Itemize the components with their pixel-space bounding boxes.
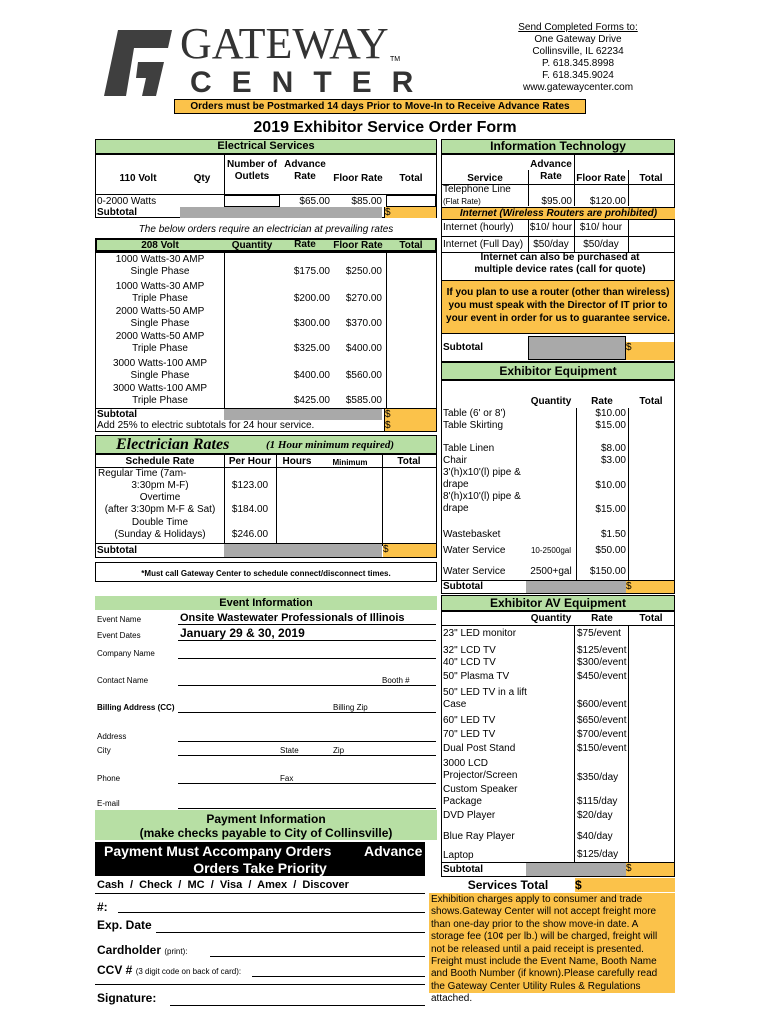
subtotal-total-field[interactable]: $: [383, 544, 436, 557]
internet-full-day-label: Internet (Full Day): [443, 239, 524, 250]
send-to-line: Collinsville, IL 62234: [532, 46, 624, 57]
wireless-prohibited-note: Internet (Wireless Routers are prohibited): [442, 207, 675, 220]
city-field[interactable]: [178, 743, 436, 756]
col-per-hour: Per Hour: [228, 456, 272, 467]
billing-zip-label: Billing Zip: [333, 703, 368, 712]
ccv-note: (3 digit code on back of card):: [135, 967, 242, 976]
payment-methods: Cash / Check / MC / Visa / Amex / Discover: [97, 879, 349, 891]
row-label: Single Phase: [130, 370, 190, 381]
equipment-item: Table Linen: [443, 443, 495, 454]
services-total-label: Services Total: [467, 878, 549, 892]
address-field[interactable]: [178, 729, 436, 742]
company-name-field[interactable]: [178, 646, 436, 659]
col-quantity: Quantity: [530, 613, 572, 624]
ccv-field[interactable]: [252, 962, 425, 977]
fax-label: Fax: [280, 774, 294, 783]
signature-field[interactable]: [170, 990, 425, 1006]
equipment-rate: $15.00: [595, 504, 626, 515]
regular-time-rate: $123.00: [231, 480, 269, 491]
checks-payable-note: (make checks payable to City of Collinsville): [139, 826, 393, 840]
card-number-label: #:: [97, 900, 108, 914]
electrician-rates-subtitle: (1 Hour minimum required): [266, 439, 395, 451]
av-item: 40" LCD TV: [443, 657, 496, 668]
event-name-label: Event Name: [97, 615, 142, 624]
cardholder-print: (print):: [164, 947, 188, 956]
row-label: 3000 Watts-100 AMP: [112, 383, 208, 394]
booth-label: Booth #: [382, 676, 410, 685]
send-to-line: P. 618.345.8998: [541, 58, 615, 69]
col-total: Total: [397, 456, 421, 467]
rate-advance: $200.00: [293, 293, 330, 304]
subtotal-label: Subtotal: [443, 342, 483, 353]
overtime-rate: $184.00: [231, 504, 269, 515]
av-rate: $115/day: [577, 796, 618, 807]
col-total: Total: [639, 173, 663, 184]
subtotal-total-field[interactable]: $: [626, 342, 674, 360]
input-box[interactable]: [386, 195, 436, 207]
col-total: Total: [639, 613, 663, 624]
router-notice: If you plan to use a router (other than wireless) you must speak with the Director of IT prior to your event in order for us to guarantee service.: [446, 287, 670, 324]
av-rate: $125/event: [577, 645, 627, 656]
col-floor-rate: Floor Rate: [576, 173, 626, 184]
overtime-label: (after 3:30pm M-F & Sat): [104, 504, 216, 515]
logo-tm: TM: [390, 56, 401, 63]
row-label: Single Phase: [130, 318, 190, 329]
subtotal-gray-bar: [526, 581, 626, 593]
card-number-field[interactable]: [118, 898, 425, 913]
col-qty: Qty: [193, 173, 211, 184]
col-110-volt: 110 Volt: [119, 173, 157, 184]
row-label: 1000 Watts-30 AMP: [115, 281, 205, 292]
rate-advance: $300.00: [293, 318, 330, 329]
rate-floor: $250.00: [345, 266, 382, 277]
double-time-label: (Sunday & Holidays): [114, 529, 206, 540]
av-rate: $450/event: [577, 671, 627, 682]
exp-date-field[interactable]: [156, 918, 425, 933]
equipment-rate: $15.00: [595, 420, 626, 431]
col-rate: Rate: [294, 239, 316, 250]
equipment-rate: $3.00: [600, 455, 626, 466]
av-item: Laptop: [443, 850, 474, 861]
col-advance-rate: Advance Rate: [530, 159, 572, 182]
row-label: 2000 Watts-50 AMP: [115, 331, 205, 342]
col-service: Service: [467, 173, 503, 184]
subtotal-total-field[interactable]: $: [626, 581, 674, 593]
contact-name-field[interactable]: [178, 673, 436, 686]
internet-full-floor: $50/day: [583, 239, 619, 250]
col-schedule-rate: Schedule Rate: [125, 456, 195, 467]
flat-rate-label: (Flat Rate): [443, 197, 481, 206]
row-label: 2000 Watts-50 AMP: [115, 306, 205, 317]
page-title: 2019 Exhibitor Service Order Form: [253, 119, 517, 136]
equipment-item: Table Skirting: [443, 420, 504, 431]
freight-disclaimer: Exhibition charges apply to consumer and trade shows.Gateway Center will not accept freight more than one-day prior to the show move-in date. A storage fee (10¢ per lb.) will be charged, freight will not be released until a paid receipt is presented. Freight must include the Event Name, Booth Name and Booth Number (if known).Please carefully read the Gateway Center Utility Rules & Regulations attached.: [429, 893, 675, 993]
col-hours: Hours: [282, 456, 312, 467]
av-rate: $350/day: [577, 772, 619, 783]
event-name-value: Onsite Wastewater Professionals of Illinois: [180, 612, 405, 624]
postmark-banner: Orders must be Postmarked 14 days Prior to Move-In to Receive Advance Rates: [174, 99, 586, 114]
equipment-item: Chair: [443, 455, 467, 466]
billing-address-label: Billing Address (CC): [97, 703, 175, 712]
av-rate: $125/day: [577, 849, 619, 860]
electrician-rates-title: Electrician Rates: [116, 436, 230, 453]
telephone-advance: $95.00: [541, 196, 572, 207]
equipment-item: Water Service: [443, 545, 506, 556]
subtotal-label: Subtotal: [97, 409, 137, 420]
subtotal-label: Subtotal: [443, 864, 483, 875]
col-floor-rate: Floor Rate: [333, 240, 383, 251]
col-quantity: Quantity: [231, 240, 273, 251]
phone-field[interactable]: [178, 771, 436, 784]
subtotal-label: Subtotal: [97, 207, 137, 218]
subtotal-label: Subtotal: [443, 581, 483, 592]
exhibitor-equipment-header: Exhibitor Equipment: [441, 362, 675, 380]
input-box[interactable]: [224, 195, 280, 207]
subtotal-gray-bar: [224, 409, 382, 420]
av-item: 50" LED TV in a lift Case: [443, 687, 527, 710]
subtotal-total-field[interactable]: $: [384, 207, 436, 218]
electrician-rates-header: [95, 435, 437, 454]
send-to-line: www.gatewaycenter.com: [522, 82, 634, 93]
multiple-device-note: Internet can also be purchased at multiple device rates (call for quote): [474, 252, 646, 275]
double-time-rate: $246.00: [231, 529, 269, 540]
signature-divider: [95, 984, 425, 985]
equipment-item: Wastebasket: [443, 529, 501, 540]
col-outlets: Number of Outlets: [227, 159, 277, 182]
equipment-rate: $8.00: [600, 443, 626, 454]
ccv-text: CCV #: [97, 963, 133, 977]
equipment-rate: $10.00: [595, 480, 626, 491]
av-rate: $300/event: [577, 657, 627, 668]
equipment-qty-tier: 2500+gal: [530, 566, 572, 577]
schedule-note: *Must call Gateway Center to schedule connect/disconnect times.: [141, 569, 391, 578]
col-quantity: Quantity: [530, 396, 572, 407]
payment-must-line2: Orders Take Priority: [193, 860, 327, 876]
av-item: 50" Plasma TV: [443, 671, 510, 682]
col-total: Total: [639, 396, 663, 407]
rate-floor: $585.00: [345, 395, 382, 406]
equipment-item: 3'(h)x10'(l) pipe & drape: [443, 467, 521, 490]
state-label: State: [280, 746, 299, 755]
subtotal-gray-bar: [528, 336, 626, 360]
row-label: Triple Phase: [132, 395, 188, 406]
subtotal-total-field[interactable]: $: [626, 863, 674, 876]
row-label: 1000 Watts-30 AMP: [115, 254, 205, 265]
av-item: Blue Ray Player: [443, 831, 515, 842]
rate-floor: $270.00: [345, 293, 382, 304]
signature-label: Signature:: [97, 991, 157, 1005]
av-item: Custom Speaker Package: [443, 784, 518, 807]
internet-hourly-floor: $10/ hour: [579, 222, 623, 233]
av-item: Dual Post Stand: [443, 743, 516, 754]
subtotal-gray-bar: [180, 207, 382, 218]
logo-bottom-text: CENTER: [190, 66, 434, 99]
city-label: City: [97, 746, 111, 755]
logo-top-text: GATEWAY: [180, 19, 389, 68]
av-rate: $700/event: [577, 729, 627, 740]
24hr-total-field[interactable]: $: [384, 420, 436, 431]
phone-label: Phone: [97, 774, 121, 783]
add-25-note: Add 25% to electric subtotals for 24 hour service.: [97, 420, 315, 431]
av-rate: $600/event: [577, 699, 627, 710]
av-rate: $20/day: [577, 810, 613, 821]
equipment-rate: $50.00: [595, 545, 626, 556]
av-item: 3000 LCD Projector/Screen: [443, 758, 518, 781]
av-item: 70" LED TV: [443, 729, 496, 740]
event-dates-label: Event Dates: [97, 631, 141, 640]
rate-floor: $370.00: [345, 318, 382, 329]
regular-time-label: 3:30pm M-F): [131, 480, 189, 491]
av-item: 60" LED TV: [443, 715, 496, 726]
col-total: Total: [399, 240, 423, 251]
internet-hourly-advance: $10/ hour: [529, 222, 573, 233]
send-to-heading: Send Completed Forms to:: [518, 22, 638, 33]
row-label: Triple Phase: [132, 343, 188, 354]
payment-must-line1: Payment Must Accompany Orders: [104, 843, 332, 859]
overtime-label: Overtime: [139, 492, 181, 503]
rate-floor: $400.00: [345, 343, 382, 354]
gateway-logo: [98, 19, 434, 99]
send-to-block: [498, 22, 658, 94]
av-item: 32" LCD TV: [443, 645, 496, 656]
col-208-volt: 208 Volt: [141, 240, 179, 251]
equipment-item: 8'(h)x10'(l) pipe & drape: [443, 491, 521, 514]
row-label: 3000 Watts-100 AMP: [112, 358, 208, 369]
exhibitor-av-header: Exhibitor AV Equipment: [441, 595, 675, 611]
email-field[interactable]: [178, 796, 436, 809]
equipment-item: Table (6' or 8'): [443, 408, 506, 419]
electrician-required-note: The below orders require an electrician at prevailing rates: [138, 224, 394, 235]
rate-floor: $85.00: [351, 196, 382, 207]
col-floor: Floor Rate: [333, 173, 383, 184]
col-total: Total: [399, 173, 423, 184]
logo-mark-icon: [98, 22, 176, 98]
double-time-label: Double Time: [131, 517, 189, 528]
av-rate: $75/event: [577, 628, 621, 639]
equipment-rate: $1.50: [600, 529, 626, 540]
col-minimum: Minimum: [332, 458, 368, 467]
col-advance: Advance Rate: [284, 159, 326, 182]
rate-advance: $400.00: [293, 370, 330, 381]
subtotal-label: Subtotal: [97, 545, 137, 556]
av-item: DVD Player: [443, 810, 496, 821]
av-rate: $150/event: [577, 743, 627, 754]
regular-time-label: Regular Time (7am-: [98, 468, 187, 479]
telephone-floor: $120.00: [589, 196, 626, 207]
internet-full-advance: $50/day: [533, 239, 569, 250]
equipment-rate: $150.00: [589, 566, 626, 577]
contact-name-label: Contact Name: [97, 676, 149, 685]
services-total-field[interactable]: $: [575, 878, 675, 892]
billing-address-field[interactable]: [178, 700, 436, 713]
address-label: Address: [97, 732, 127, 741]
av-item: 23" LED monitor: [443, 628, 517, 639]
av-rate: $650/event: [577, 715, 627, 726]
rate-advance: $65.00: [299, 196, 330, 207]
company-name-label: Company Name: [97, 649, 155, 658]
information-technology-header: Information Technology: [441, 139, 675, 154]
send-to-line: F. 618.345.9024: [542, 70, 614, 81]
equipment-qty-tier: 10-2500gal: [530, 546, 572, 555]
av-rate: $40/day: [577, 831, 613, 842]
internet-hourly-label: Internet (hourly): [443, 222, 514, 233]
electrical-services-header: Electrical Services: [95, 139, 437, 154]
payment-information-header: Payment Information: [206, 812, 326, 826]
row-0-2000-watts: 0-2000 Watts: [97, 196, 157, 207]
subtotal-gray-bar: [526, 863, 626, 876]
telephone-line-label: Telephone Line: [443, 184, 511, 195]
email-label: E-mail: [97, 799, 120, 808]
col-rate: Rate: [591, 613, 613, 624]
rate-floor: $560.00: [345, 370, 382, 381]
col-rate: Rate: [591, 396, 613, 407]
zip-label: Zip: [333, 746, 345, 755]
equipment-rate: $10.00: [595, 408, 626, 419]
rate-advance: $175.00: [293, 266, 330, 277]
exp-date-label: Exp. Date: [97, 918, 152, 932]
cardholder-field[interactable]: [210, 942, 425, 957]
row-label: Single Phase: [130, 266, 190, 277]
cardholder-text: Cardholder: [97, 943, 162, 957]
rate-advance: $325.00: [293, 343, 330, 354]
payment-must-advance: Advance: [364, 843, 423, 859]
event-information-header: Event Information: [95, 596, 437, 610]
equipment-item: Water Service: [443, 566, 506, 577]
subtotal-gray-bar: [224, 544, 382, 557]
row-label: Triple Phase: [132, 293, 188, 304]
subtotal-total-field[interactable]: $: [384, 409, 436, 420]
rate-advance: $425.00: [293, 395, 330, 406]
send-to-line: One Gateway Drive: [534, 34, 622, 45]
event-dates-value: January 29 & 30, 2019: [180, 626, 305, 640]
